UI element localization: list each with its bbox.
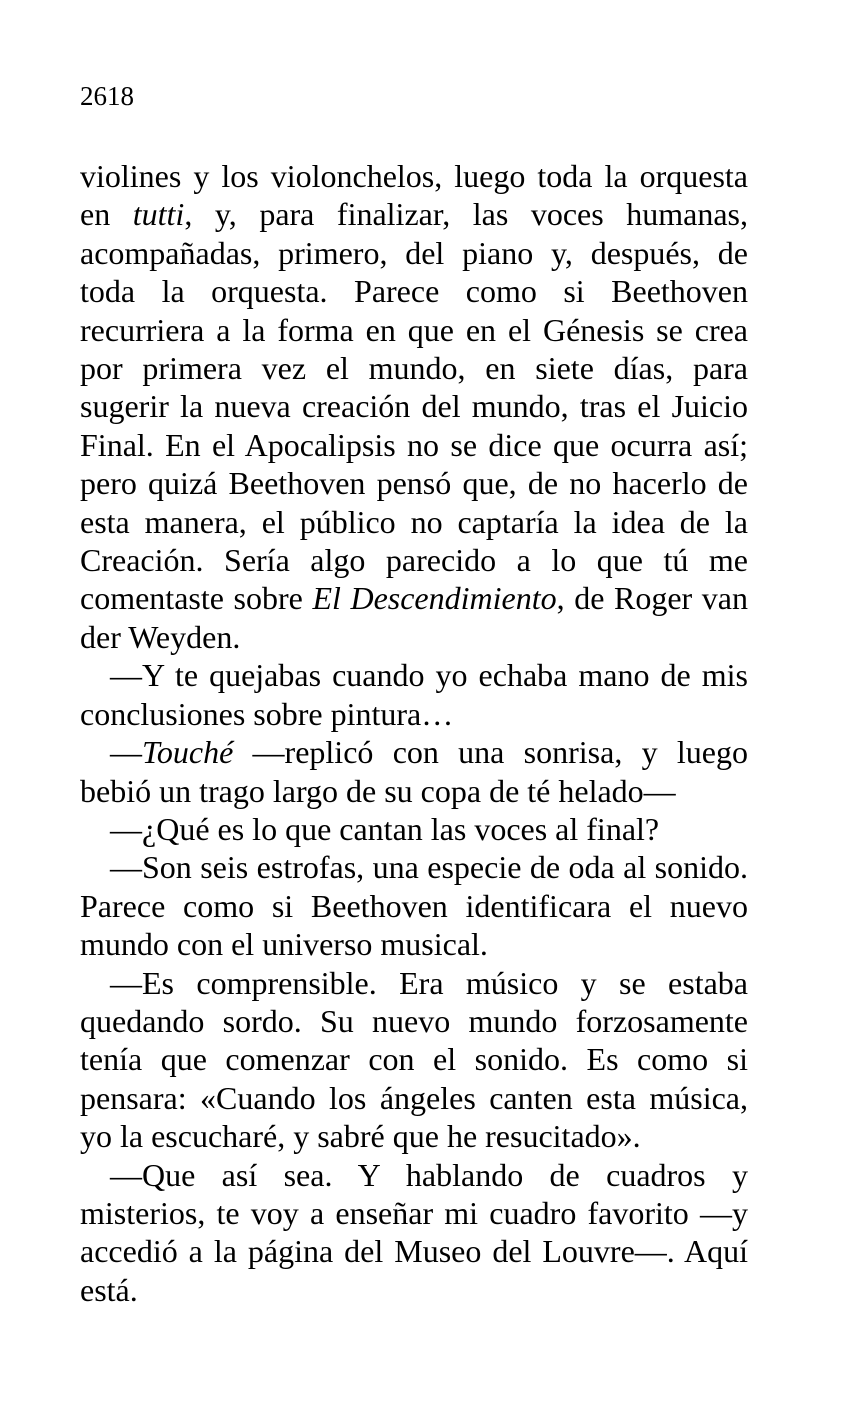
italic-text-segment: El Descendimiento — [312, 580, 557, 617]
page-number: 2618 — [80, 81, 134, 111]
text-segment: —Es comprensible. Era músico y se estaba quedando sordo. Su nuevo mundo forzosamente tenía que comenzar con el sonido. Es como si pensara: «Cuando los ángeles canten esta música, yo la escucharé, y sabré que he resucitado». — [80, 964, 748, 1155]
paragraph — [80, 810, 748, 848]
body-text — [80, 157, 748, 1309]
text-segment: , de Roger van der Weyden. — [80, 580, 749, 655]
text-segment: — — [110, 734, 142, 771]
text-segment: —replicó con una sonrisa, y luego bebió un trago largo de su copa de té helado— — [80, 734, 748, 809]
text-segment: —Son seis estrofas, una especie de oda al sonido. Parece como si Beethoven identificara el nuevo mundo con el universo musical. — [80, 849, 748, 963]
paragraph — [80, 733, 748, 810]
text-segment: —Que así sea. Y hablando de cuadros y misterios, te voy a enseñar mi cuadro favorito —y accedió a la página del Museo del Louvre—. Aquí está. — [80, 1156, 748, 1308]
text-segment: —Y te quejabas cuando yo echaba mano de mis conclusiones sobre pintura… — [80, 657, 748, 732]
text-segment: —¿Qué es lo que cantan las voces al final? — [110, 810, 660, 847]
italic-text-segment: tutti — [132, 196, 185, 233]
text-segment: violines y los violonchelos, luego toda la orquesta en — [80, 158, 748, 233]
paragraph — [80, 964, 748, 1156]
paragraph — [80, 1156, 748, 1310]
paragraph — [80, 656, 748, 733]
paragraph — [80, 157, 748, 656]
text-segment: , y, para finalizar, las voces humanas, acompañadas, primero, del piano y, después, de toda la orquesta. Parece como si Beethoven recurriera a la forma en que en el Génesis se crea por primera vez el mundo, en siete días, para sugerir la nueva creación del mundo, tras el Juicio Final. En el Apocalipsis no se dice que ocurra así; pero quizá Beethoven pensó que, de no hacerlo de esta manera, el público no captaría la idea de la Creación. Sería algo parecido a lo que tú me comentaste sobre — [80, 196, 749, 617]
italic-text-segment: Touché — [142, 734, 234, 771]
paragraph — [80, 848, 748, 963]
